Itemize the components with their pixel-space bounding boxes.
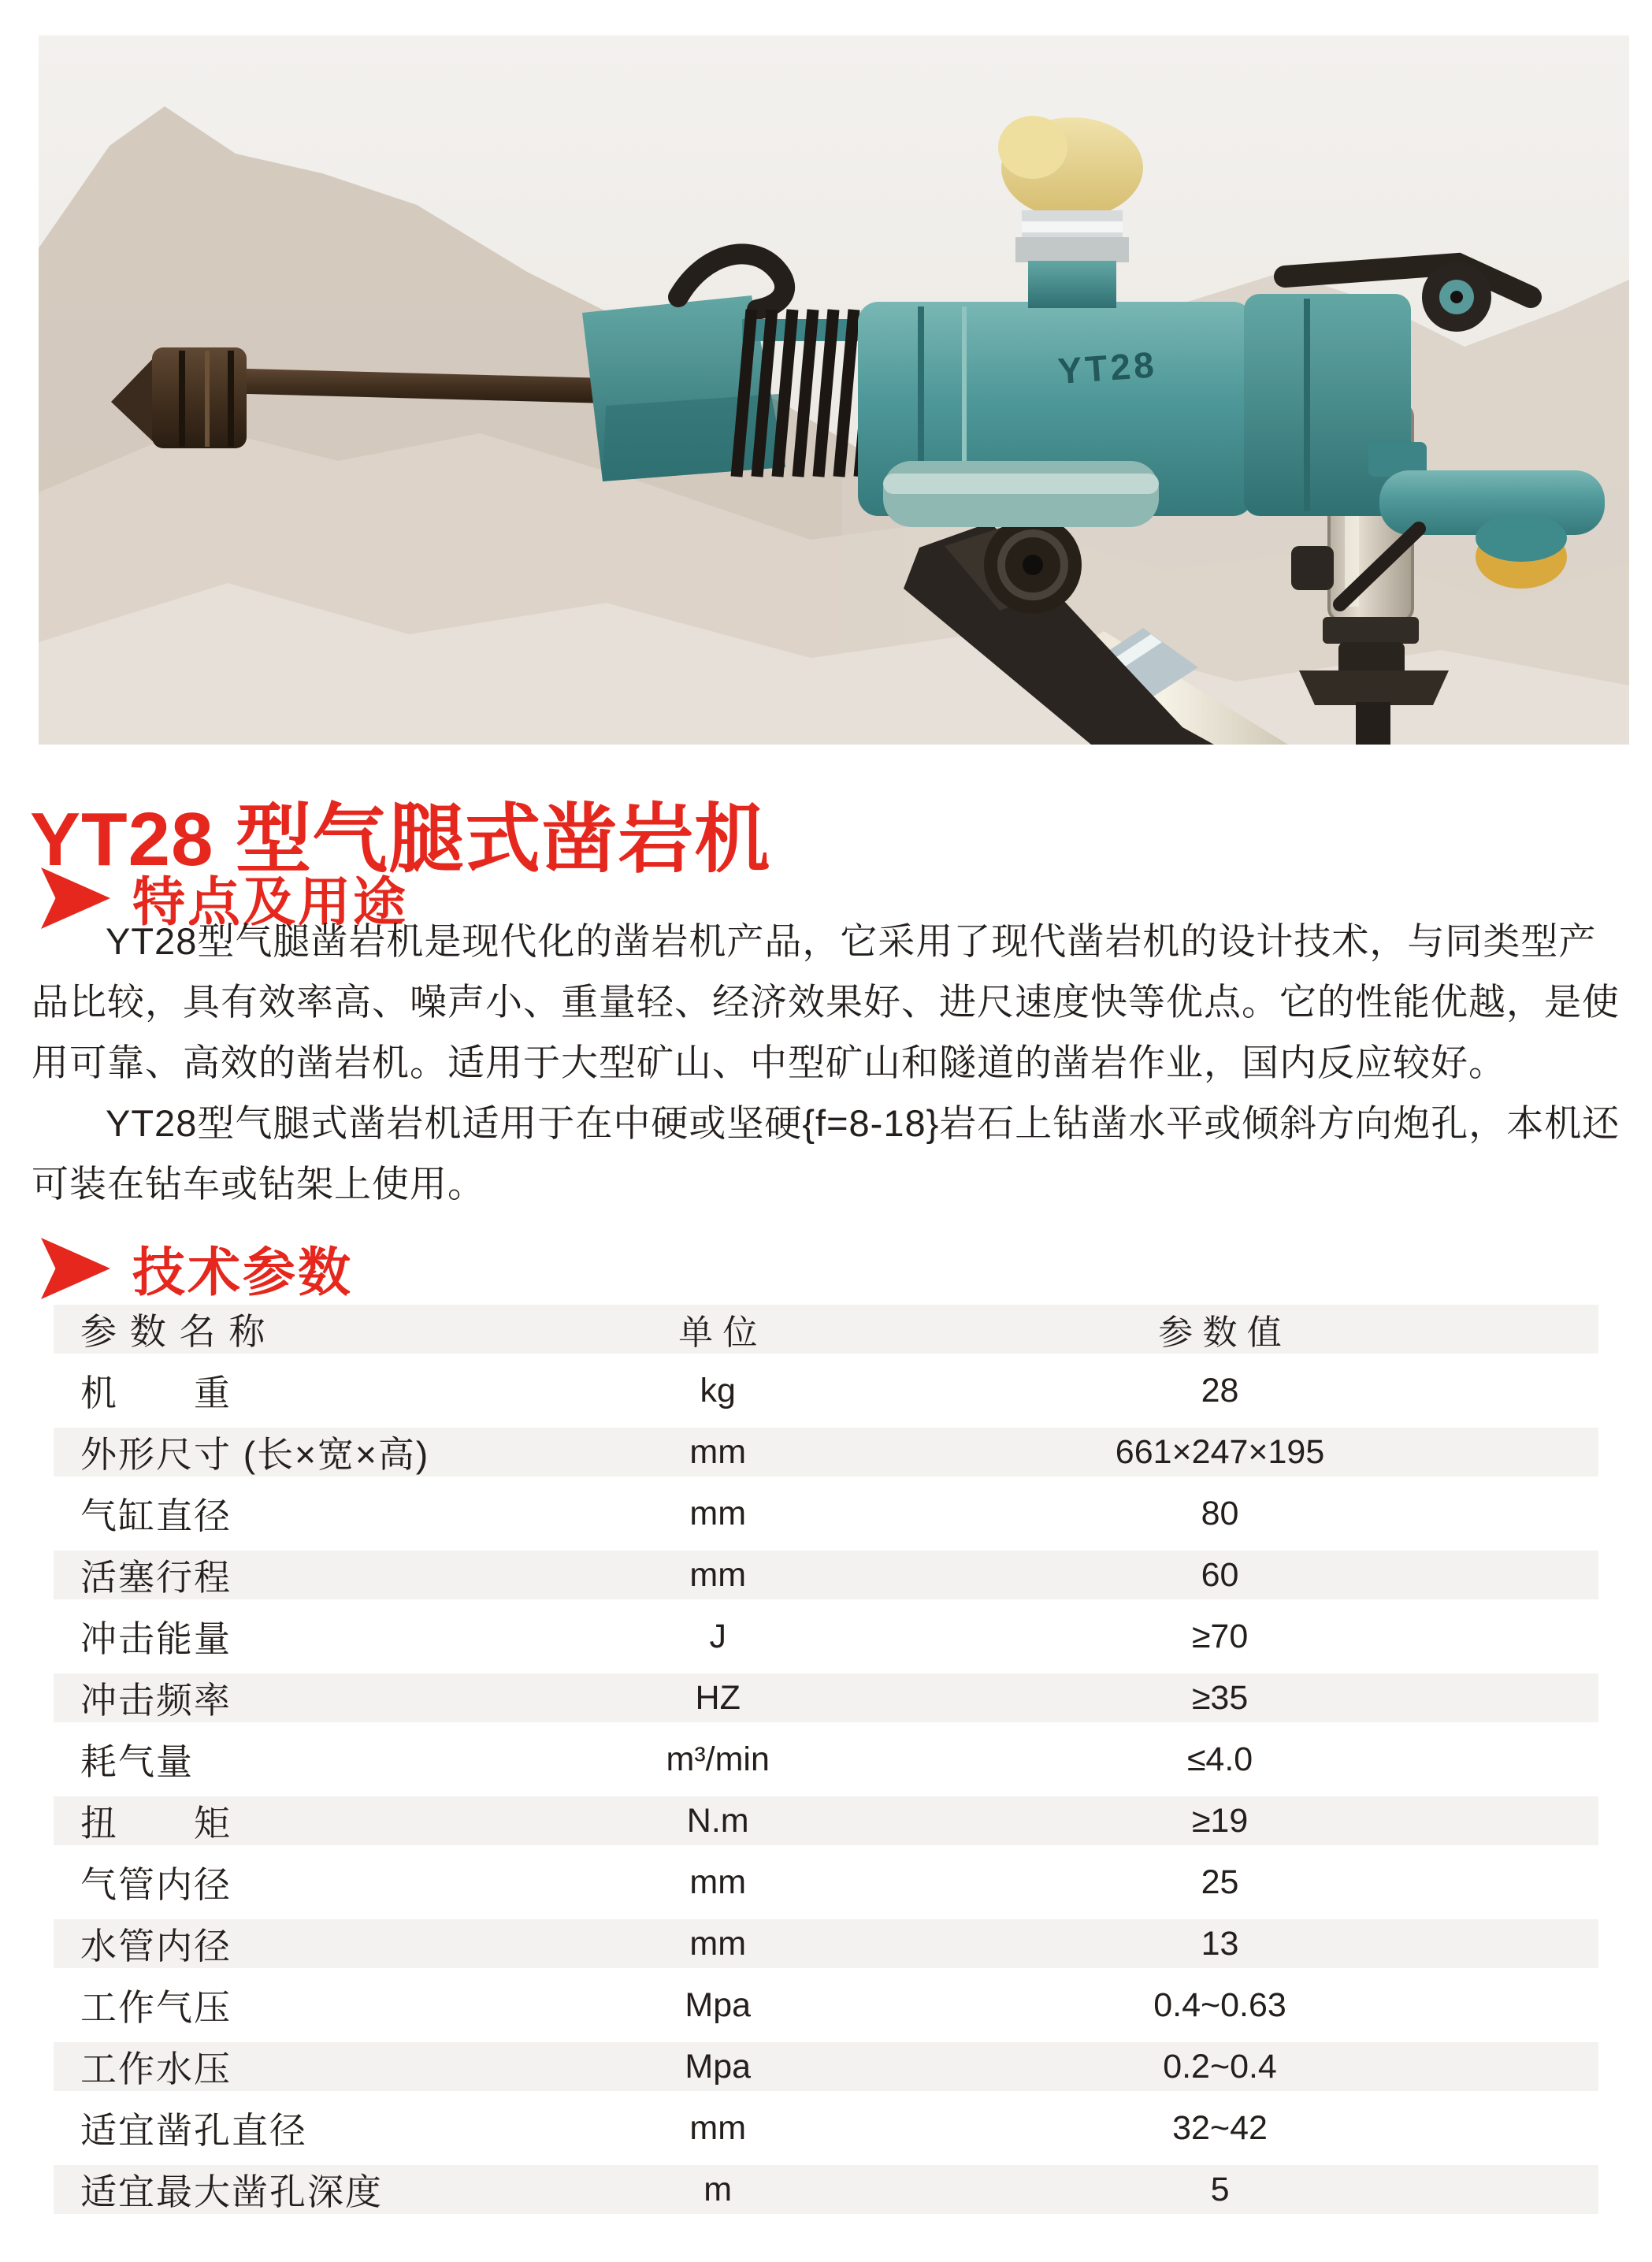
param-unit: N.m: [686, 1801, 749, 1840]
product-photo: [39, 35, 1629, 745]
param-name: 冲击能量: [80, 1618, 232, 1659]
table-row: [54, 1673, 1598, 1722]
pivot-bolt: [984, 516, 1082, 614]
param-unit: J: [709, 1617, 726, 1655]
table-row: [54, 1919, 1598, 1968]
param-value: 80: [1201, 1494, 1239, 1532]
param-unit: mm: [689, 1924, 747, 1963]
machine-marking-text: YT28: [1056, 344, 1159, 392]
param-name: 机 重: [80, 1372, 232, 1413]
param-value: 25: [1201, 1863, 1239, 1901]
param-name: 水管内径: [80, 1926, 232, 1967]
param-value: 32~42: [1172, 2108, 1268, 2147]
param-name: 工作气压: [80, 1987, 232, 2028]
table-row: [54, 2104, 1598, 2152]
page-title: YT28 型气腿式凿岩机: [30, 797, 771, 882]
section-header-specs: [41, 1234, 353, 1303]
product-photo-art: [39, 35, 1629, 745]
param-value: 5: [1210, 2170, 1230, 2208]
section-label-specs: 技术参数: [132, 1243, 353, 1302]
param-unit: mm: [689, 1494, 747, 1532]
param-name: 耗气量: [80, 1741, 194, 1782]
param-value: 13: [1201, 1924, 1239, 1963]
param-name: 适宜最大凿孔深度: [80, 2171, 383, 2212]
oiler-stem: [1356, 702, 1390, 745]
red-arrow-icon: [41, 1238, 110, 1299]
table-row: [54, 1612, 1598, 1661]
oil-cup-collar-stripe: [1022, 221, 1123, 232]
features-paragraph-1: YT28型气腿凿岩机是现代化的凿岩机产品，它采用了现代凿岩机的设计技术，与同类型产品比较，具有效率高、噪声小、重量轻、经济效果好、进尺速度快等优点。它的性能优越，是使用可靠、高效的凿岩机。适用于大型矿山、中型矿山和隧道的凿岩作业，国内反应较好。: [32, 920, 1620, 1083]
table-row: [54, 1489, 1598, 1538]
table-row: [54, 2042, 1598, 2091]
lower-cylinder-sheen: [883, 474, 1159, 494]
param-value: ≤4.0: [1186, 1740, 1253, 1778]
param-name: 外形尺寸 (长×宽×高): [80, 1434, 430, 1475]
header-param-value: 参 数 值: [1158, 1313, 1282, 1352]
param-name: 扭 矩: [80, 1803, 232, 1844]
param-value: 661×247×195: [1115, 1432, 1325, 1471]
param-value: 60: [1201, 1555, 1239, 1594]
param-unit: Mpa: [685, 1985, 752, 2024]
param-value: 28: [1201, 1371, 1239, 1410]
table-row: [54, 1796, 1598, 1845]
header-param-name: 参 数 名 称: [80, 1311, 267, 1352]
param-unit: mm: [689, 1555, 747, 1594]
param-unit: HZ: [695, 1678, 741, 1717]
table-row: [54, 1551, 1598, 1599]
param-unit: Mpa: [685, 2047, 752, 2086]
param-name: 活塞行程: [80, 1557, 232, 1598]
table-row: [54, 1428, 1598, 1476]
oiler-nut: [1299, 670, 1449, 705]
param-name: 工作水压: [80, 2048, 232, 2089]
param-unit: mm: [689, 2108, 747, 2147]
param-unit: mm: [689, 1863, 747, 1901]
param-name: 适宜凿孔直径: [80, 2110, 307, 2151]
param-name: 气缸直径: [80, 1495, 232, 1536]
table-row: [54, 1735, 1598, 1784]
header-unit: 单 位: [678, 1313, 758, 1352]
param-value: 0.2~0.4: [1163, 2047, 1277, 2086]
table-row: [54, 2165, 1598, 2214]
oil-cup-neck: [1028, 261, 1116, 308]
param-name: 气管内径: [80, 1864, 232, 1905]
oil-cup-lobe: [998, 116, 1067, 179]
oiler-side-knob: [1291, 546, 1334, 590]
spec-table: [54, 1305, 1598, 2227]
rear-boss-hole: [1450, 291, 1463, 303]
spec-header-row: [54, 1305, 1598, 1354]
param-value: ≥35: [1191, 1678, 1249, 1717]
param-unit: kg: [700, 1371, 736, 1410]
oiler-collar: [1323, 617, 1419, 644]
table-row: [54, 1981, 1598, 2030]
param-value: ≥70: [1191, 1617, 1249, 1655]
param-unit: m³/min: [666, 1740, 770, 1778]
features-text: [32, 911, 1623, 1214]
handle-knob-cover: [1476, 514, 1567, 562]
table-row: [54, 1858, 1598, 1907]
param-unit: m: [703, 2170, 733, 2208]
oil-cup-collar-lower: [1015, 237, 1129, 262]
features-paragraph-2: YT28型气腿式凿岩机适用于在中硬或坚硬{f=8-18}岩石上钻凿水平或倾斜方向炮孔，本机还可装在钻车或钻架上使用。: [32, 1102, 1620, 1205]
cylinder-body: [858, 302, 1253, 527]
pivot-bolt-hole: [1023, 555, 1043, 575]
table-row: [54, 1366, 1598, 1415]
param-value: ≥19: [1191, 1801, 1249, 1840]
param-value: 0.4~0.63: [1153, 1985, 1286, 2024]
param-name: 冲击频率: [80, 1680, 232, 1721]
section-label-features: 特点及用途: [132, 873, 408, 932]
param-unit: mm: [689, 1432, 747, 1471]
